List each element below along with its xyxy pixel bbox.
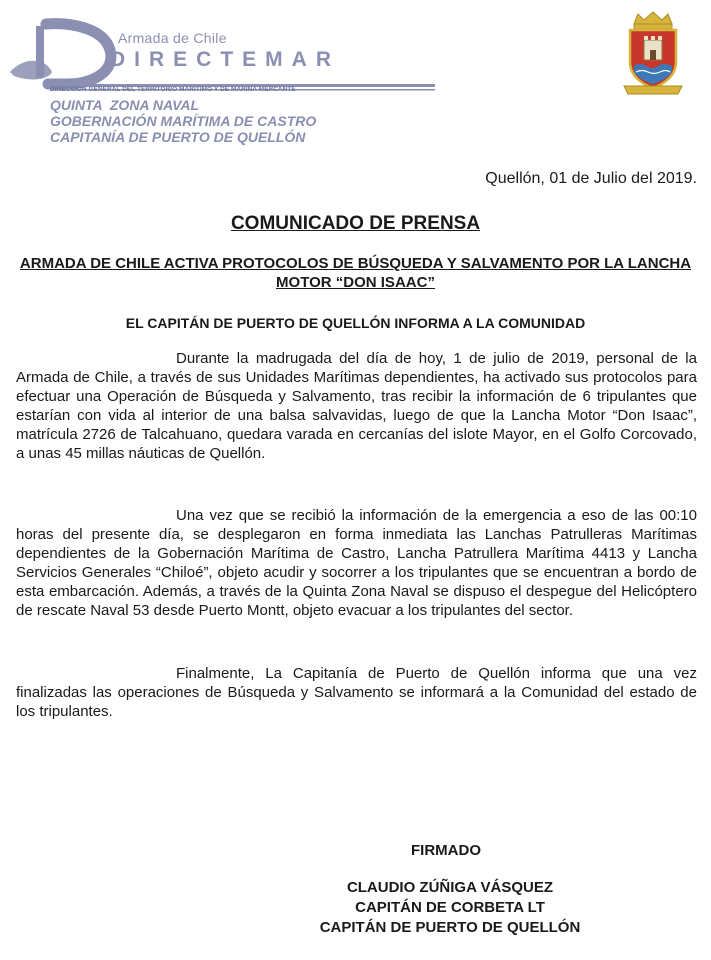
signatory-rank: CAPITÁN DE CORBETA LT	[355, 899, 545, 916]
agency-name: DIRECTEMAR	[110, 48, 340, 71]
naval-zone: QUINTA ZONA NAVAL	[50, 97, 200, 113]
body-paragraph: Durante la madrugada del día de hoy, 1 de julio de 2019, personal de la Armada de Chile, a través de sus Unidades Marítimas dependientes, ha activado sus protocolos para efectuar una Operación de Búsqueda y Salvamento, tras recibir la información de 6 tripulantes que estarían con vida al interior de una balsa salvavidas, luego de que la Lancha Motor “Don Isaac”, matrícula 2726 de Talcahuano, quedara varada en cercanías del islote Mayor, en el Golfo Corcovado, a unas 45 millas náuticas de Quellón.	[16, 350, 697, 463]
body-paragraph: Una vez que se recibió la información de la emergencia a eso de las 00:10 horas del presente día, se desplegaron en forma inmediata las Lanchas Patrulleras Marítimas dependientes de la Gobernación Marítima de Castro, Lancha Patrullera Marítima 4413 y Lancha Servicios Generales “Chiloé”, objeto acudir y socorrer a los tripulantes que se encuentran a bordo de esta embarcación. Además, a través de la Quinta Zona Naval se dispuso el despegue del Helicóptero de rescate Naval 53 desde Puerto Montt, objeto evacuar a los tripulantes del sector.	[16, 507, 697, 620]
agency-full-name: DIRECCION GENERAL DEL TERRITORIO MARITIMO Y DE MARINA MERCANTE	[50, 86, 296, 93]
port-captaincy: CAPITANÍA DE PUERTO DE QUELLÓN	[50, 129, 306, 145]
signatory-name: CLAUDIO ZÚÑIGA VÁSQUEZ	[346, 879, 554, 896]
signatory-block	[290, 878, 610, 938]
press-subheading: EL CAPITÁN DE PUERTO DE QUELLÓN INFORMA A LA COMUNIDAD	[125, 315, 586, 331]
maritime-governorate: GOBERNACIÓN MARÍTIMA DE CASTRO	[50, 113, 317, 129]
document-title: COMUNICADO DE PRENSA	[230, 213, 481, 234]
issuing-office-block	[50, 97, 316, 145]
press-headline: ARMADA DE CHILE ACTIVA PROTOCOLOS DE BÚSQUEDA Y SALVAMENTO POR LA LANCHA MOTOR “DON ISAAC”	[19, 255, 692, 291]
coat-of-arms-icon	[620, 10, 686, 96]
org-name: Armada de Chile	[118, 30, 227, 46]
body-paragraph: Finalmente, La Capitanía de Puerto de Quellón informa que una vez finalizadas las operaciones de Búsqueda y Salvamento se informará a la Comunidad del estado de los tripulantes.	[16, 665, 697, 721]
document-date: Quellón, 01 de Julio del 2019.	[485, 170, 697, 187]
signatory-position: CAPITÁN DE PUERTO DE QUELLÓN	[319, 919, 581, 936]
signed-label: FIRMADO	[411, 842, 481, 859]
